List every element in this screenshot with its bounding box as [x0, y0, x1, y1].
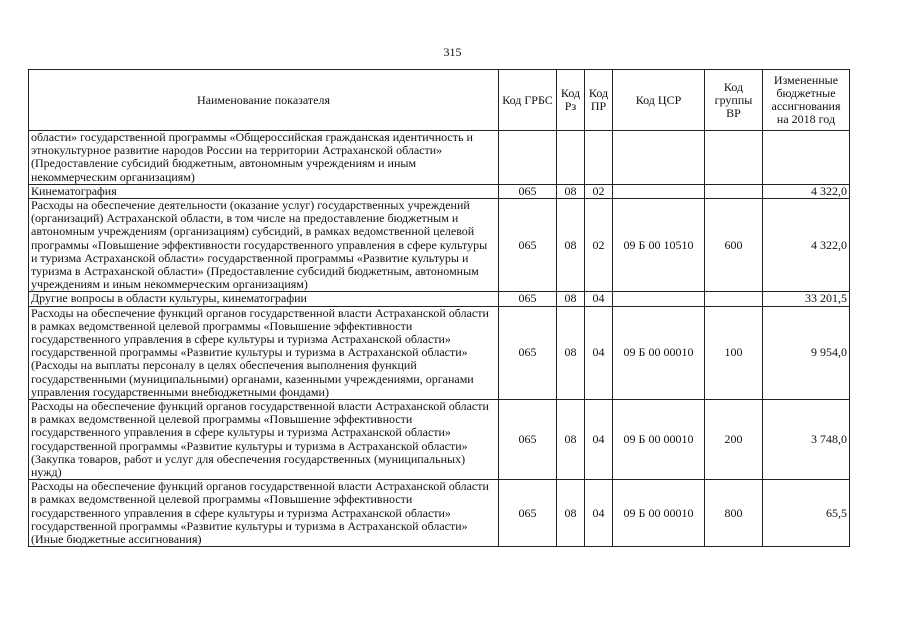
column-header-name: Наименование показателя: [29, 70, 499, 131]
row-vr: 600: [705, 199, 763, 292]
table-row: [29, 131, 850, 185]
table-row: [29, 292, 850, 306]
row-name: Другие вопросы в области культуры, кинематографии: [29, 292, 499, 306]
row-pr: 02: [585, 184, 613, 198]
row-vr: 200: [705, 400, 763, 480]
row-vr: [705, 131, 763, 185]
row-vr: 800: [705, 480, 763, 547]
row-pr: 04: [585, 400, 613, 480]
row-rz: 08: [557, 306, 585, 399]
row-csr: 09 Б 00 10510: [613, 199, 705, 292]
row-vr: 100: [705, 306, 763, 399]
row-grbs: 065: [499, 184, 557, 198]
row-name: Расходы на обеспечение функций органов государственной власти Астраханской области в рамках ведомственной целевой программы «Повышение эффективности государственного управления в сфере культуры и туризма Астраханской области» государственной программы «Развитие культуры и туризма в Астраханской области» (Расходы на выплаты персоналу в целях обеспечения выполнения функций государственными (муниципальными) органами, казенными учреждениями, органами управления государственными внебюджетными фондами): [29, 306, 499, 399]
table-row: [29, 184, 850, 198]
row-csr: [613, 184, 705, 198]
row-vr: [705, 184, 763, 198]
row-pr: 04: [585, 292, 613, 306]
column-header-rz: Код Рз: [557, 70, 585, 131]
row-name: области» государственной программы «Общероссийская гражданская идентичность и этнокультурное развитие народов России на территории Астраханской области» (Предоставление субсидий бюджетным, автономным учреждениям и иным некоммерческим организациям): [29, 131, 499, 185]
row-csr: [613, 131, 705, 185]
row-rz: 08: [557, 199, 585, 292]
column-header-csr: Код ЦСР: [613, 70, 705, 131]
row-grbs: 065: [499, 306, 557, 399]
page-number: 315: [443, 45, 462, 59]
row-csr: 09 Б 00 00010: [613, 306, 705, 399]
column-header-pr: Код ПР: [585, 70, 613, 131]
table-row: [29, 199, 850, 292]
row-amount: 3 748,0: [763, 400, 850, 480]
row-amount: 4 322,0: [763, 184, 850, 198]
row-rz: 08: [557, 480, 585, 547]
row-grbs: 065: [499, 480, 557, 547]
row-pr: 04: [585, 306, 613, 399]
row-amount: 4 322,0: [763, 199, 850, 292]
budget-table: [28, 69, 850, 547]
row-amount: 9 954,0: [763, 306, 850, 399]
table-row: [29, 306, 850, 399]
row-csr: 09 Б 00 00010: [613, 480, 705, 547]
row-rz: 08: [557, 184, 585, 198]
row-vr: [705, 292, 763, 306]
row-amount: 33 201,5: [763, 292, 850, 306]
row-name: Расходы на обеспечение функций органов государственной власти Астраханской области в рамках ведомственной целевой программы «Повышение эффективности государственного управления в сфере культуры и туризма Астраханской области» государственной программы «Развитие культуры и туризма в Астраханской области» (Закупка товаров, работ и услуг для обеспечения государственных (муниципальных) нужд): [29, 400, 499, 480]
row-pr: 04: [585, 480, 613, 547]
row-rz: [557, 131, 585, 185]
row-rz: 08: [557, 292, 585, 306]
row-grbs: 065: [499, 292, 557, 306]
row-rz: 08: [557, 400, 585, 480]
column-header-vr: Код группы ВР: [705, 70, 763, 131]
row-csr: 09 Б 00 00010: [613, 400, 705, 480]
table-header-row: [29, 70, 850, 131]
row-grbs: 065: [499, 400, 557, 480]
row-grbs: 065: [499, 199, 557, 292]
row-pr: [585, 131, 613, 185]
table-row: [29, 400, 850, 480]
row-name: Расходы на обеспечение деятельности (оказание услуг) государственных учреждений (организаций) Астраханской области, в том числе на предоставление бюджетным и автономным учреждениям (организациям) субсидий, в рамках ведомственной целевой программы «Повышение эффективности государственного управления в сфере культуры и туризма Астраханской области» государственной программы «Развитие культуры и туризма в Астраханской области» (Предоставление субсидий бюджетным, автономным учреждениям и иным некоммерческим организациям): [29, 199, 499, 292]
row-csr: [613, 292, 705, 306]
row-name: Расходы на обеспечение функций органов государственной власти Астраханской области в рамках ведомственной целевой программы «Повышение эффективности государственного управления в сфере культуры и туризма Астраханской области» государственной программы «Развитие культуры и туризма в Астраханской области» (Иные бюджетные ассигнования): [29, 480, 499, 547]
row-amount: 65,5: [763, 480, 850, 547]
row-amount: [763, 131, 850, 185]
row-pr: 02: [585, 199, 613, 292]
row-grbs: [499, 131, 557, 185]
column-header-grbs: Код ГРБС: [499, 70, 557, 131]
row-name: Кинематография: [29, 184, 499, 198]
table-row: [29, 480, 850, 547]
column-header-amount: Измененные бюджетные ассигнования на 2018 год: [763, 70, 850, 131]
